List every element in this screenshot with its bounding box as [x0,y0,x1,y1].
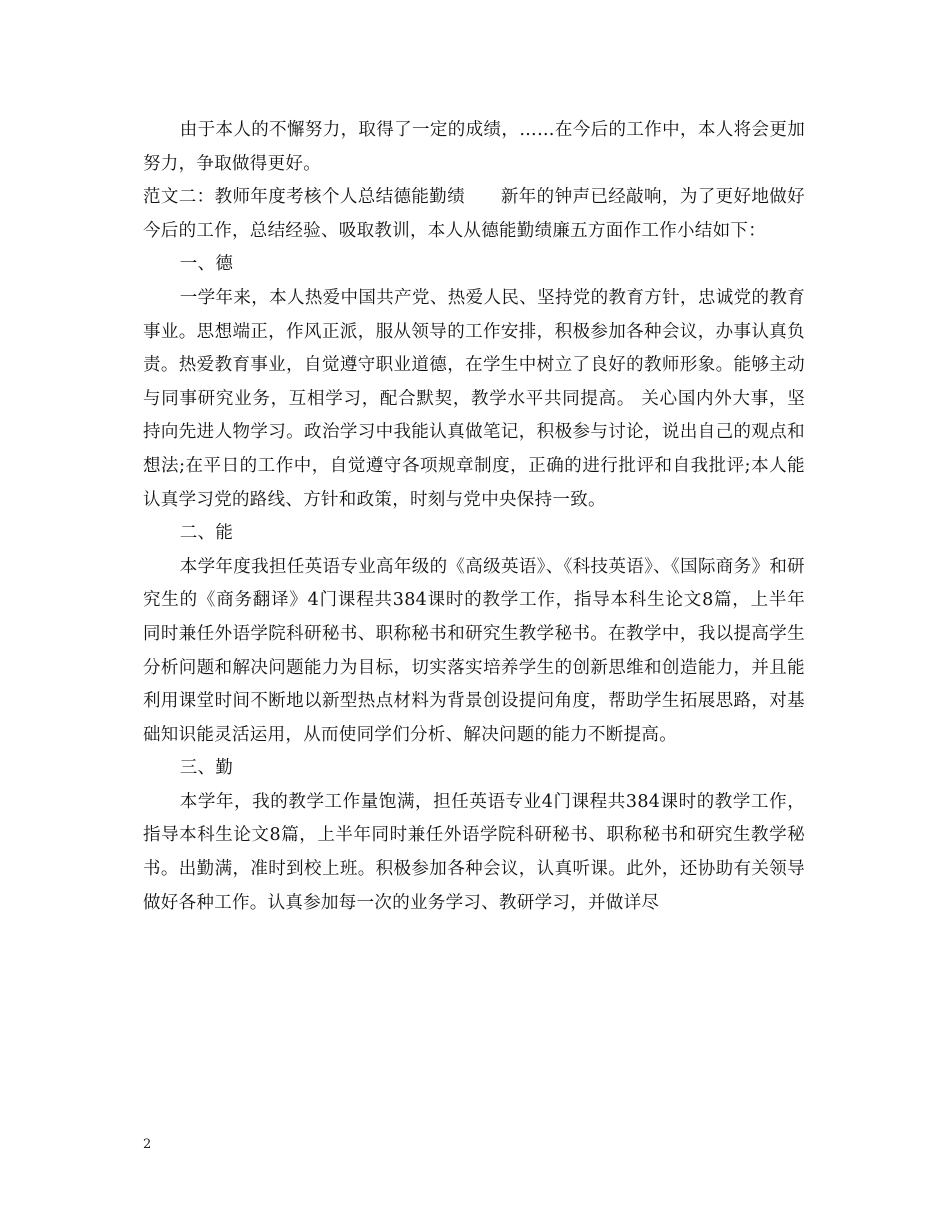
page-number: 2 [143,1137,152,1152]
paragraph-virtue: 一学年来，本人热爱中国共产党、热爱人民、坚持党的教育方针，忠诚党的教育事业。思想端正，作风正派，服从领导的工作安排，积极参加各种会议，办事认真负责。热爱教育事业，自觉遵守职业道德，在学生中树立了良好的教师形象。能够主动与同事研究业务，互相学习，配合默契，教学水平共同提高。 关心国内外大事，坚持向先进人物学习。政治学习中我能认真做笔记，积极参与讨论，说出自己的观点和想法;在平日的工作中，自觉遵守各项规章制度，正确的进行批评和自我批评;本人能认真学习党的路线、方针和政策，时刻与党中央保持一致。 [143,287,805,510]
paragraph-sample-two-intro: 范文二：教师年度考核个人总结德能勤绩 新年的钟声已经敲响，为了更好地做好今后的工作，总结经验、吸取教训，本人从德能勤绩廉五方面作工作小结如下： [143,187,805,241]
paragraph-ability: 本学年度我担任英语专业高年级的《高级英语》、《科技英语》、《国际商务》和研究生的《商务翻译》4门课程共384课时的教学工作，指导本科生论文8篇，上半年同时兼任外语学院科研秘书、职称秘书和研究生教学秘书。在教学中，我以提高学生分析问题和解决问题能力为目标，切实落实培养学生的创新思维和创造能力，并且能利用课堂时间不断地以新型热点材料为背景创设提问角度，帮助学生拓展思路，对基础知识能灵活运用，从而使同学们分析、解决问题的能力不断提高。 [143,556,805,745]
document-body [143,114,805,920]
section-heading-ability: 二、能 [179,523,234,544]
paragraph-closing-remark: 由于本人的不懈努力，取得了一定的成绩，……在今后的工作中，本人将会更加努力，争取做得更好。 [143,120,805,174]
section-heading-virtue: 一、德 [179,254,234,275]
section-heading-diligence: 三、勤 [179,758,234,779]
paragraph-diligence: 本学年，我的教学工作量饱满，担任英语专业4门课程共384课时的教学工作，指导本科生论文8篇，上半年同时兼任外语学院科研秘书、职称秘书和研究生教学秘书。出勤满，准时到校上班。积极参加各种会议，认真听课。此外，还协助有关领导做好各种工作。认真参加每一次的业务学习、教研学习，并做详尽 [143,791,805,913]
